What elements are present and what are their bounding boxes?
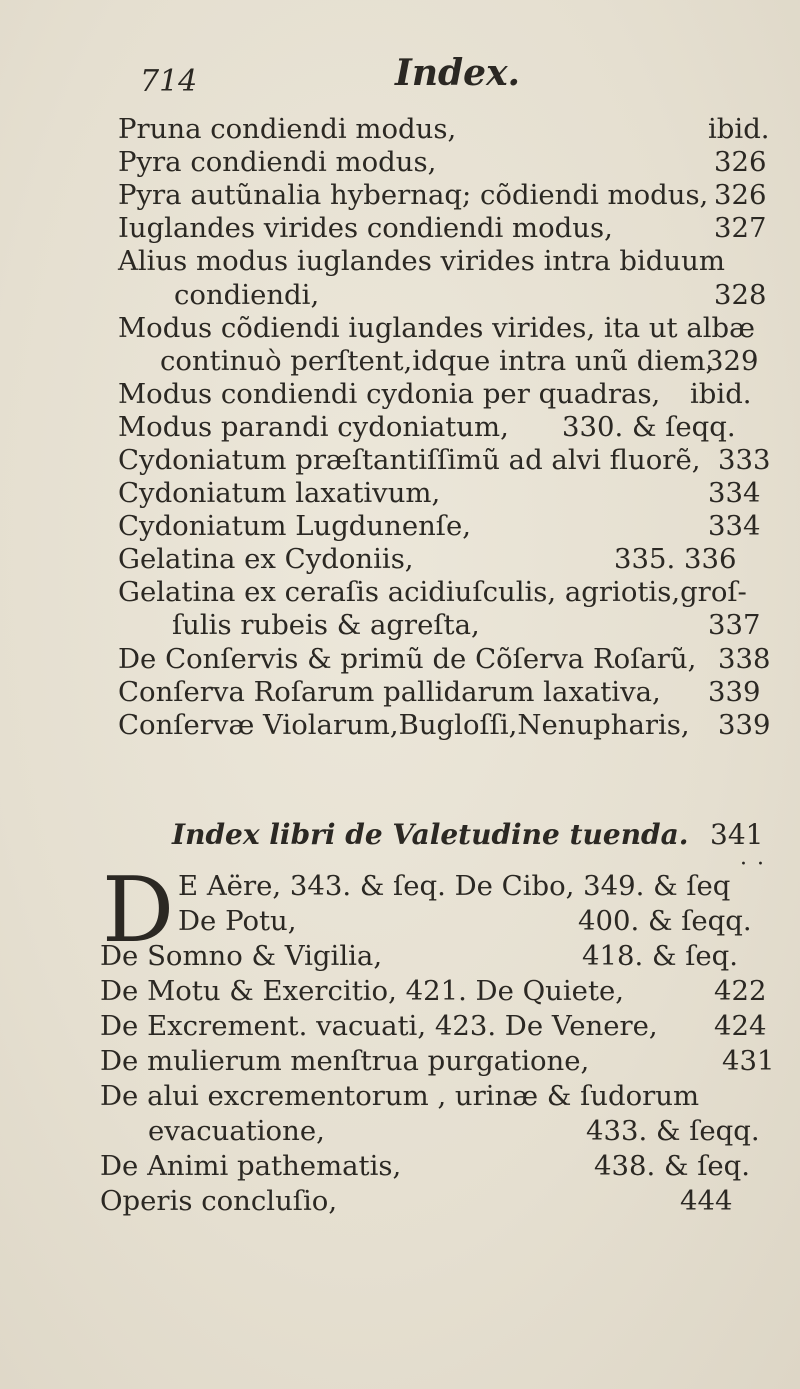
entry-text: Pyra autũnalia hybernaq; cõdiendi modus,	[118, 179, 709, 211]
entry-text: De Excrement. vacuati, 423. De Venere,	[100, 1010, 658, 1042]
index-entry	[0, 674, 800, 710]
drop-cap: D	[102, 858, 175, 963]
index-entry	[0, 607, 800, 643]
entry-text: E Aëre, 343. & ſeq. De Cibo, 349. & ſeq	[178, 870, 731, 902]
index-entry	[0, 868, 800, 904]
entry-page: 338	[718, 643, 771, 675]
index-entry	[0, 310, 800, 346]
entry-page: 328	[714, 279, 767, 311]
entry-text: De Conſervis & primũ de Cõſerva Roſarũ,	[118, 643, 697, 675]
entry-text: Cydoniatum Lugdunenſe,	[118, 510, 472, 542]
index-entry	[0, 707, 800, 743]
index-entry	[0, 376, 800, 412]
index-entry	[0, 508, 800, 544]
entry-page: 337	[708, 609, 761, 641]
entry-page: 334	[708, 510, 761, 542]
index-entry	[0, 903, 800, 939]
entry-text: Iuglandes virides condiendi modus,	[118, 212, 613, 244]
index-entry	[0, 1008, 800, 1044]
entry-text: ſulis rubeis & agreſta,	[172, 609, 480, 641]
entry-text: Conſerva Roſarum pallidarum laxativa,	[118, 676, 661, 708]
entry-page: ibid.	[690, 378, 752, 410]
entry-text: De Potu,	[178, 905, 297, 937]
ornament-dots: ··	[740, 852, 774, 877]
entry-text: De Animi pathematis,	[100, 1150, 402, 1182]
entry-page: 327	[714, 212, 767, 244]
entry-text: continuò perſtent,idque intra unũ diem,	[160, 345, 715, 377]
index-entry	[0, 343, 800, 379]
entry-page: 400. & ſeqq.	[578, 905, 752, 937]
entry-text: condiendi,	[174, 279, 320, 311]
entry-page: 326	[714, 146, 767, 178]
section-title-text: Index libri de Valetudine tuenda.	[172, 818, 689, 851]
entry-text: De Motu & Exercitio, 421. De Quiete,	[100, 975, 625, 1007]
entry-text: Alius modus iuglandes virides intra biduum	[118, 245, 725, 277]
index-entry	[0, 1078, 800, 1114]
index-entry	[0, 409, 800, 445]
entry-page: 329	[706, 345, 759, 377]
entry-page: 444	[680, 1185, 733, 1217]
entry-text: Modus condiendi cydonia per quadras,	[118, 378, 661, 410]
index-entry	[0, 1043, 800, 1079]
entry-text: Operis concluſio,	[100, 1185, 338, 1217]
index-entry	[0, 1113, 800, 1149]
entry-page: 333	[718, 444, 771, 476]
index-entry	[0, 475, 800, 511]
index-entry	[0, 277, 800, 313]
index-entry	[0, 574, 800, 610]
entry-text: Pruna condiendi modus,	[118, 113, 457, 145]
entry-text: Modus parandi cydoniatum,	[118, 411, 509, 443]
index-entry	[0, 938, 800, 974]
entry-page: 431	[722, 1045, 775, 1077]
section-heading	[172, 818, 772, 858]
page-number: 714	[140, 64, 198, 99]
entry-page: 334	[708, 477, 761, 509]
index-entry	[0, 210, 800, 246]
entry-page: 418. & ſeq.	[582, 940, 738, 972]
entry-text: Gelatina ex ceraſis acidiuſculis, agriotis,groſ-	[118, 576, 747, 608]
entry-text: Gelatina ex Cydoniis,	[118, 543, 414, 575]
section-page: 341	[710, 818, 764, 851]
entry-text: evacuatione,	[148, 1115, 325, 1147]
entry-text: Conſervæ Violarum,Bugloſſi,Nenupharis,	[118, 709, 690, 741]
entry-page: 339	[718, 709, 771, 741]
entry-page: 433. & ſeqq.	[586, 1115, 760, 1147]
entry-text: Modus cõdiendi iuglandes virides, ita ut albæ	[118, 312, 755, 344]
entry-text: Cydoniatum præſtantiſſimũ ad alvi fluorẽ,	[118, 444, 701, 476]
entry-text: Pyra condiendi modus,	[118, 146, 437, 178]
entry-page: 330. & ſeqq.	[562, 411, 736, 443]
index-entry	[0, 177, 800, 213]
index-entry	[0, 111, 800, 147]
index-entry	[0, 243, 800, 279]
entry-page: 422	[714, 975, 767, 1007]
entry-text: De mulierum menſtrua purgatione,	[100, 1045, 590, 1077]
index-entry	[0, 641, 800, 677]
index-entry	[0, 1148, 800, 1184]
entry-page: 438. & ſeq.	[594, 1150, 750, 1182]
page-header	[140, 52, 580, 102]
running-title: Index.	[395, 52, 521, 94]
entry-page: ibid.	[708, 113, 770, 145]
entry-text: Cydoniatum laxativum,	[118, 477, 441, 509]
index-entry	[0, 144, 800, 180]
index-entry	[0, 541, 800, 577]
entry-page: 424	[714, 1010, 767, 1042]
entry-text: De Somno & Vigilia,	[100, 940, 383, 972]
entry-page: 326	[714, 179, 767, 211]
entry-page: 335. 336	[614, 543, 737, 575]
entry-text: De alui excrementorum , urinæ & ſudorum	[100, 1080, 700, 1112]
index-entry	[0, 973, 800, 1009]
index-entry	[0, 442, 800, 478]
entry-page: 339	[708, 676, 761, 708]
index-entry	[0, 1183, 800, 1219]
